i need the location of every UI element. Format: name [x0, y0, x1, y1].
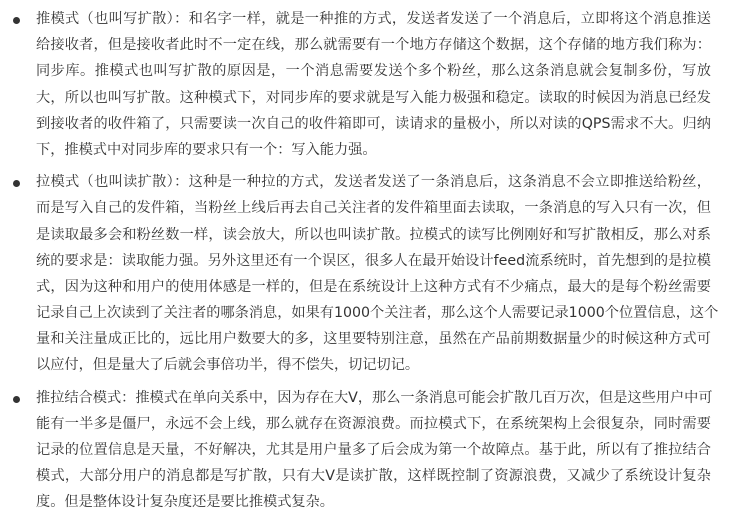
- list-item-pull-mode: [0, 169, 739, 379]
- paragraph-line: 推模式（也叫写扩散）：和名字一样，就是一种推的方式，发送者发送了一个消息后，立即将这个消息推送: [36, 11, 711, 27]
- paragraph-line: 统的要求是：读取能力强。另外这里还有一个误区，很多人在最开始设计feed流系统时，首先想到的是拉模: [36, 252, 711, 269]
- paragraph-line: 式，因为这种和用户的使用体感是一样的，但是在系统设计上这种方式有不少痛点，最大的是每个粉丝需要: [36, 278, 711, 295]
- paragraph-line: 同步库。推模式也叫写扩散的原因是，一个消息需要发送个多个粉丝，那么这条消息就会复制多份，写放: [36, 63, 711, 80]
- paragraph-line: 拉模式（也叫读扩散）：这种是一种拉的方式，发送者发送了一条消息后，这条消息不会立即推送给粉丝，: [36, 174, 711, 191]
- paragraph-line: 以应付，但是量大了后就会事倍功半，得不偿失，切记切记。: [36, 357, 420, 374]
- paragraph-line: 大，所以也叫写扩散。这种模式下，对同步库的要求就是写入能力极强和稳定。读取的时候因为消息已经发: [36, 89, 711, 106]
- paragraph-line: 记录自己上次读到了关注者的哪条消息，如果有1000个关注者，那么这个人需要记录1000个位置信息，这个: [36, 305, 719, 322]
- bullet-dot: [13, 17, 20, 24]
- bullet-dot: [13, 396, 20, 403]
- paragraph-line: 给接收者，但是接收者此时不一定在线，那么就需要有一个地方存储这个数据，这个存储的地方我们称为：: [36, 37, 711, 54]
- bullet-dot: [13, 180, 20, 187]
- paragraph-line: 记录的位置信息是天量，不好解决，尤其是用户量多了后会成为第一个故障点。基于此，所以有了推拉结合: [36, 442, 711, 458]
- paragraph-line: 度。但是整体设计复杂度还是要比推模式复杂。: [36, 494, 334, 511]
- list-item-push-pull-mode: [0, 385, 739, 516]
- paragraph-line: 能有一半多是僵尸，永远不会上线，那么就存在资源浪费。而拉模式下，在系统架构上会很复杂，同时需要: [36, 415, 711, 432]
- paragraph-line: 到接收者的收件箱了，只需要读一次自己的收件箱即可，读请求的量极小，所以对读的QPS需求不大。归纳: [36, 115, 711, 132]
- paragraph-line: 量和关注量成正比的，远比用户数要大的多，这里要特别注意，虽然在产品前期数据量少的时候这种方式可: [36, 331, 711, 348]
- paragraph-line: 而是写入自己的发件箱，当粉丝上线后再去自己关注者的发件箱里面去读取，一条消息的写入只有一次，但: [36, 200, 711, 217]
- paragraph-line: 是读取最多会和粉丝数一样，读会放大，所以也叫读扩散。拉模式的读写比例刚好和写扩散相反，那么对系: [36, 226, 711, 243]
- list-item-push-mode: [0, 6, 739, 163]
- paragraph-line: 模式，大部分用户的消息都是写扩散，只有大V是读扩散，这样既控制了资源浪费，又减少了系统设计复杂: [36, 468, 711, 485]
- paragraph-line: 推拉结合模式：推模式在单向关系中，因为存在大V，那么一条消息可能会扩散几百万次，但是这些用户中可: [36, 389, 713, 406]
- paragraph-line: 下，推模式中对同步库的要求只有一个：写入能力强。: [36, 141, 377, 158]
